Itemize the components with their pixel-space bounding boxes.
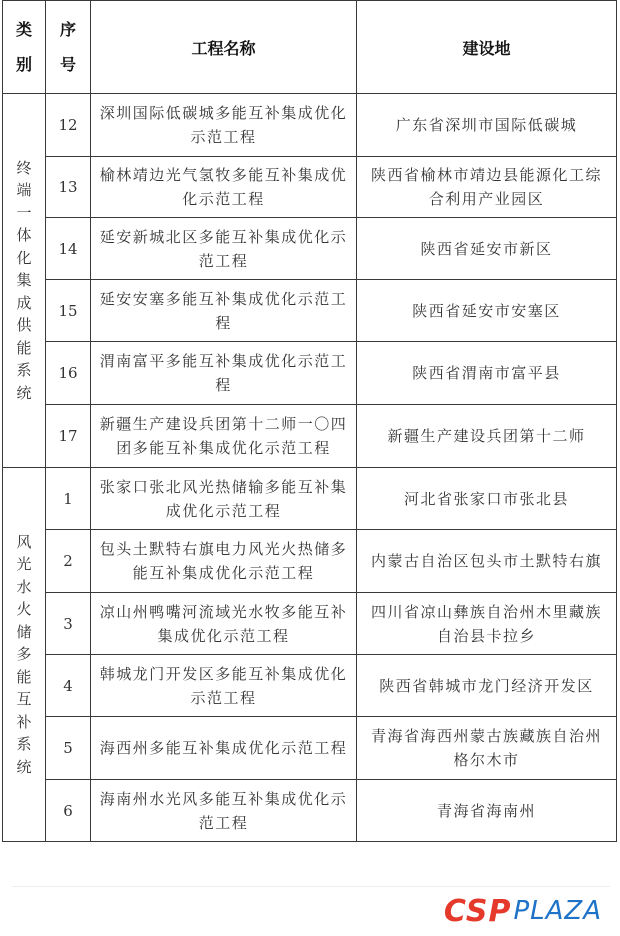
header-number-text: 序 号 (59, 20, 76, 74)
row-number: 14 (46, 218, 91, 280)
project-name: 深圳国际低碳城多能互补集成优化示范工程 (91, 94, 357, 157)
project-name: 海西州多能互补集成优化示范工程 (91, 717, 357, 780)
project-location: 广东省深圳市国际低碳城 (357, 94, 617, 157)
table-header-row (3, 1, 617, 94)
project-location: 陕西省榆林市靖边县能源化工综合利用产业园区 (357, 157, 617, 218)
project-location: 四川省凉山彝族自治州木里藏族自治县卡拉乡 (357, 593, 617, 655)
project-name: 新疆生产建设兵团第十二师一〇四团多能互补集成优化示范工程 (91, 405, 357, 468)
project-name: 延安安塞多能互补集成优化示范工程 (91, 280, 357, 342)
row-number: 2 (46, 530, 91, 593)
table-row (3, 280, 617, 342)
row-number: 16 (46, 342, 91, 405)
header-location: 建设地 (357, 1, 617, 94)
table-row (3, 405, 617, 468)
row-number: 6 (46, 780, 91, 842)
project-name: 榆林靖边光气氢牧多能互补集成优化示范工程 (91, 157, 357, 218)
row-number: 3 (46, 593, 91, 655)
project-location: 陕西省韩城市龙门经济开发区 (357, 655, 617, 717)
header-number (46, 1, 91, 94)
table-row (3, 655, 617, 717)
project-location: 青海省海南州 (357, 780, 617, 842)
table-row (3, 530, 617, 593)
row-number: 1 (46, 468, 91, 530)
csp-plaza-logo (444, 893, 602, 929)
table-row (3, 593, 617, 655)
projects-table (2, 0, 617, 842)
row-number: 4 (46, 655, 91, 717)
category-cell (3, 94, 46, 468)
table-row (3, 468, 617, 530)
logo-csp-text: CSP (443, 893, 512, 929)
table-row (3, 157, 617, 218)
footer-bar (12, 886, 610, 936)
category-label: 终端一体化集成供能系统 (16, 158, 32, 402)
table-row (3, 218, 617, 280)
table-row (3, 342, 617, 405)
project-location: 新疆生产建设兵团第十二师 (357, 405, 617, 468)
logo-plaza-text: PLAZA (513, 896, 602, 926)
project-location: 陕西省延安市新区 (357, 218, 617, 280)
project-location: 青海省海西州蒙古族藏族自治州格尔木市 (357, 717, 617, 780)
category-label: 风光水火储多能互补系统 (16, 532, 32, 776)
project-location: 河北省张家口市张北县 (357, 468, 617, 530)
row-number: 15 (46, 280, 91, 342)
header-category-text: 类 别 (15, 20, 32, 74)
category-cell (3, 468, 46, 842)
project-name: 延安新城北区多能互补集成优化示范工程 (91, 218, 357, 280)
project-location: 内蒙古自治区包头市土默特右旗 (357, 530, 617, 593)
project-name: 渭南富平多能互补集成优化示范工程 (91, 342, 357, 405)
row-number: 13 (46, 157, 91, 218)
project-name: 凉山州鸭嘴河流域光水牧多能互补集成优化示范工程 (91, 593, 357, 655)
row-number: 17 (46, 405, 91, 468)
table-row (3, 717, 617, 780)
project-name: 海南州水光风多能互补集成优化示范工程 (91, 780, 357, 842)
table-row (3, 94, 617, 157)
project-name: 韩城龙门开发区多能互补集成优化示范工程 (91, 655, 357, 717)
table-row (3, 780, 617, 842)
project-name: 包头土默特右旗电力风光火热储多能互补集成优化示范工程 (91, 530, 357, 593)
project-name: 张家口张北风光热储输多能互补集成优化示范工程 (91, 468, 357, 530)
header-name: 工程名称 (91, 1, 357, 94)
row-number: 5 (46, 717, 91, 780)
project-location: 陕西省渭南市富平县 (357, 342, 617, 405)
row-number: 12 (46, 94, 91, 157)
project-location: 陕西省延安市安塞区 (357, 280, 617, 342)
header-category (3, 1, 46, 94)
